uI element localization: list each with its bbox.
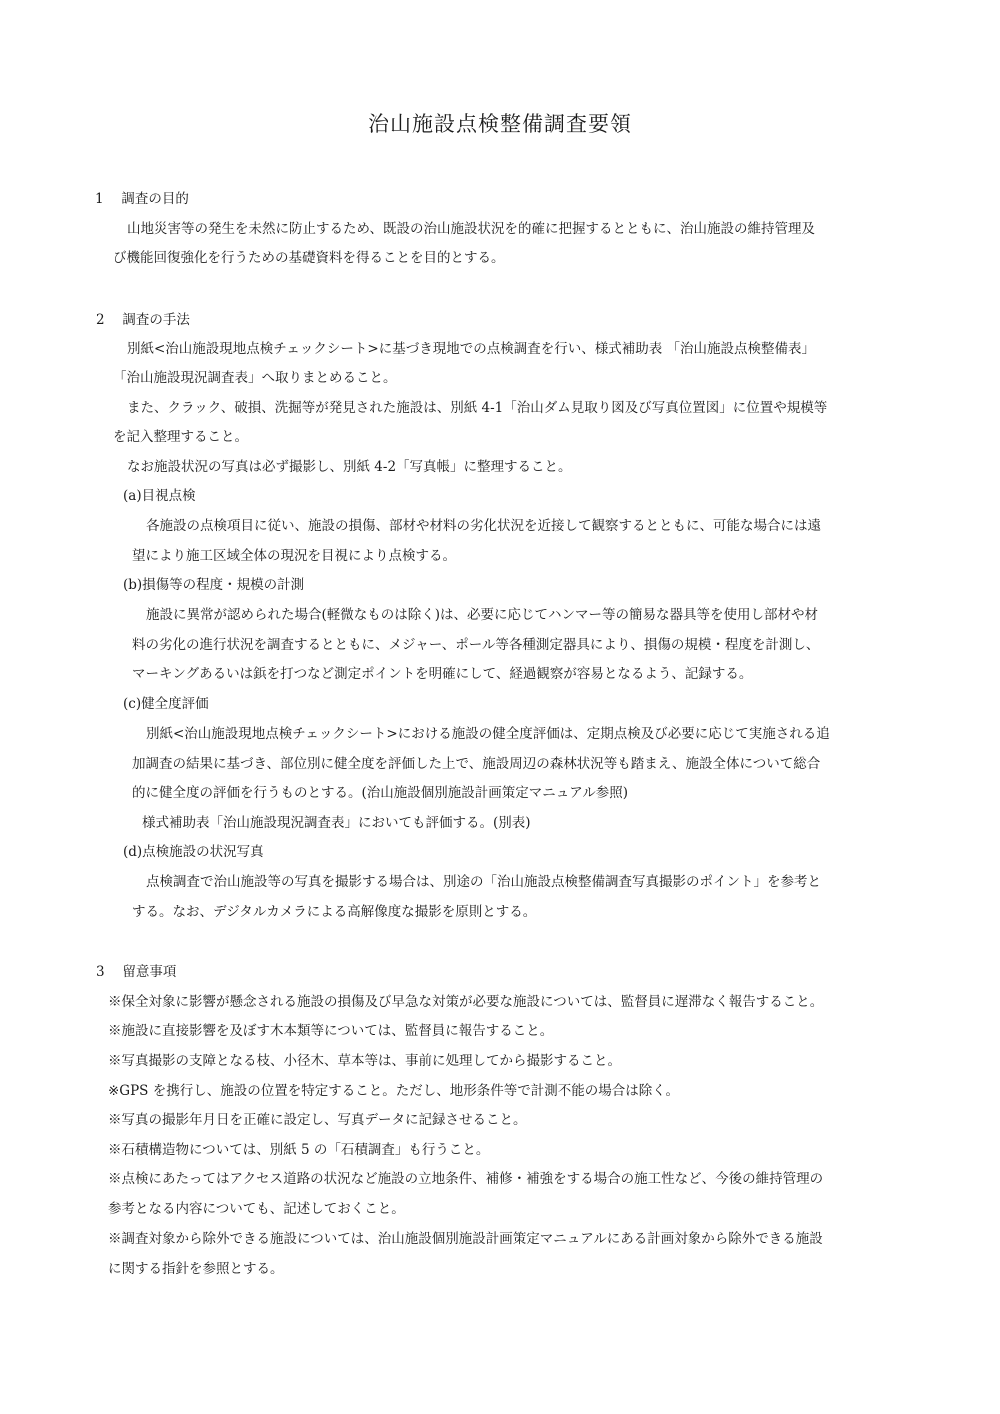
subsection-a-heading: (a)目視点検 [123,488,196,504]
subsection-c-line: 別紙<治山施設現地点検チェックシート>における施設の健全度評価は、定期点検及び必要に応じて実施される追 [146,726,830,742]
note-item: ※GPS を携行し、施設の位置を特定すること。ただし、地形条件等で計測不能の場合は除く。 [108,1083,679,1099]
note-item: ※点検にあたってはアクセス道路の状況など施設の立地条件、補修・補強をする場合の施工性など、今後の維持管理の [108,1171,824,1187]
subsection-d-line: する。なお、デジタルカメラによる高解像度な撮影を原則とする。 [132,904,537,920]
subsection-b-line: 施設に異常が認められた場合(軽微なものは除く)は、必要に応じてハンマー等の簡易な器具等を使用し部材や材 [146,607,819,623]
subsection-c-line: 的に健全度の評価を行うものとする。(治山施設個別施設計画策定マニュアル参照) [132,785,628,801]
section-1-paragraph-line: び機能回復強化を行うための基礎資料を得ることを目的とする。 [113,250,505,266]
section-1-paragraph-line: 山地災害等の発生を未然に防止するため、既設の治山施設状況を的確に把握するとともに、治山施設の維持管理及 [127,221,815,237]
subsection-c-line: 様式補助表「治山施設現況調査表」においても評価する。(別表) [142,815,531,831]
subsection-c-heading: (c)健全度評価 [123,696,209,712]
page-title: 治山施設点検整備調査要領 [368,112,632,136]
note-item: ※保全対象に影響が懸念される施設の損傷及び早急な対策が必要な施設については、監督員に遅滞なく報告すること。 [108,994,824,1010]
section-2-paragraph-line: なお施設状況の写真は必ず撮影し、別紙 4-2「写真帳」に整理すること。 [127,459,572,475]
section-2-heading: 2 調査の手法 [96,312,190,328]
subsection-b-line: 料の劣化の進行状況を調査するとともに、メジャー、ポール等各種測定器具により、損傷の規模・程度を計測し、 [132,637,820,653]
section-2-paragraph-line: また、クラック、破損、洗掘等が発見された施設は、別紙 4-1「治山ダム見取り図及び写真位置図」に位置や規模等 [127,400,828,416]
subsection-d-line: 点検調査で治山施設等の写真を撮影する場合は、別途の「治山施設点検整備調査写真撮影のポイント」を参考と [146,874,821,890]
section-2-paragraph-line: 別紙<治山施設現地点検チェックシート>に基づき現地での点検調査を行い、様式補助表 「治山施設点検整備表」 [127,341,816,357]
subsection-d-heading: (d)点検施設の状況写真 [123,844,264,860]
note-item: ※施設に直接影響を及ぼす木本類等については、監督員に報告すること。 [108,1023,554,1039]
section-2-paragraph-line: 「治山施設現況調査表」へ取りまとめること。 [113,370,397,386]
note-item: ※調査対象から除外できる施設については、治山施設個別施設計画策定マニュアルにある計画対象から除外できる施設 [108,1231,823,1247]
section-1-heading: 1 調査の目的 [95,191,189,207]
section-3-heading: 3 留意事項 [96,964,177,980]
note-item: ※写真の撮影年月日を正確に設定し、写真データに記録させること。 [108,1112,527,1128]
subsection-c-line: 加調査の結果に基づき、部位別に健全度を評価した上で、施設周辺の森林状況等も踏まえ、施設全体について総合 [132,756,821,772]
note-item-continuation: に関する指針を参照とする。 [108,1261,284,1277]
subsection-b-heading: (b)損傷等の程度・規模の計測 [123,577,305,593]
subsection-a-line: 各施設の点検項目に従い、施設の損傷、部材や材料の劣化状況を近接して観察するとともに、可能な場合には遠 [146,518,821,534]
subsection-b-line: マーキングあるいは鋲を打つなど測定ポイントを明確にして、経過観察が容易となるよう、記録する。 [132,666,753,682]
note-item: ※写真撮影の支障となる枝、小径木、草本等は、事前に処理してから撮影すること。 [108,1053,621,1069]
note-item-continuation: 参考となる内容についても、記述しておくこと。 [108,1201,405,1217]
section-2-paragraph-line: を記入整理すること。 [113,429,248,445]
subsection-a-line: 望により施工区域全体の現況を目視により点検する。 [132,548,456,564]
note-item: ※石積構造物については、別紙 5 の「石積調査」も行うこと。 [108,1142,490,1158]
